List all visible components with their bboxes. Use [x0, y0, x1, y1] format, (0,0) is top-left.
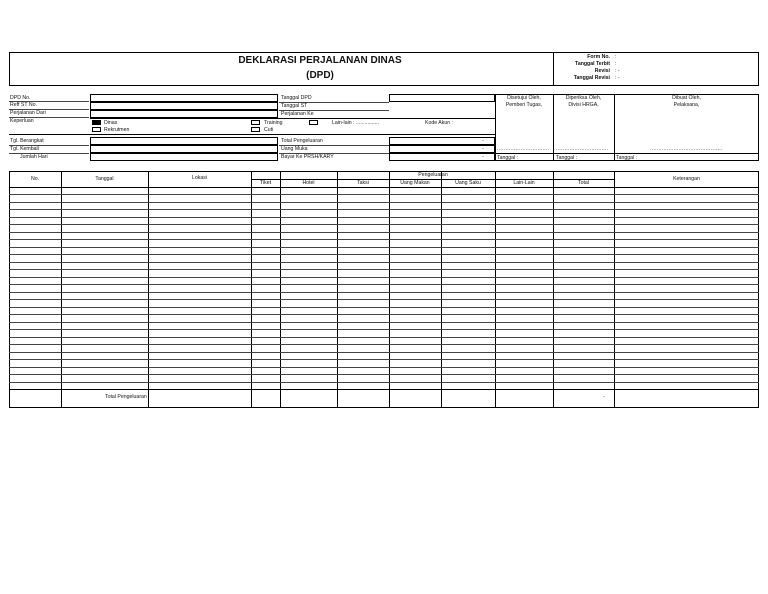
col-header-pengeluaran: Pengeluaran	[418, 172, 448, 178]
table-row	[9, 337, 759, 338]
table-row	[9, 194, 759, 195]
table-row	[9, 277, 759, 278]
table-row	[9, 254, 759, 255]
table-row	[9, 367, 759, 368]
col-header-no: No.	[30, 176, 40, 182]
table-row	[9, 322, 759, 323]
total-pengeluaran-field[interactable]	[389, 137, 495, 145]
approval-sign-2: ...............................	[556, 146, 609, 152]
col-header-hotel: Hotel	[302, 180, 315, 186]
table-row	[9, 314, 759, 315]
form-no-label: Form No.	[587, 54, 610, 60]
form-no-value: :	[615, 54, 617, 60]
approval-tanggal-1: Tanggal :	[497, 155, 519, 161]
table-row	[9, 217, 759, 218]
cuti-checkbox[interactable]	[251, 127, 260, 132]
header-divider	[553, 52, 554, 86]
lain-lain-checkbox[interactable]	[309, 120, 318, 125]
uang-muka-label: Uang Muka	[281, 146, 308, 152]
bayar-ke-value: -	[482, 154, 484, 160]
tanggal-revisi-value: : -	[615, 75, 620, 81]
table-col-line	[553, 171, 554, 408]
table-col-line	[251, 171, 252, 408]
table-row	[9, 269, 759, 270]
keperluan-label: Keperluan	[10, 118, 34, 124]
table-col-line	[148, 171, 149, 408]
approval-col3-line2: Pelaksana,	[673, 102, 700, 108]
jumlah-hari-label: Jumlah Hari	[20, 154, 48, 160]
dinas-label: Dinas	[104, 120, 118, 126]
approval-col2-line1: Diperiksa Oleh,	[565, 95, 602, 101]
table-col-line	[280, 171, 281, 408]
table-col-line	[495, 171, 496, 408]
table-row	[9, 299, 759, 300]
table-col-line	[441, 171, 442, 408]
table-row	[9, 329, 759, 330]
approval-col3-line1: Dibuat Oleh,	[672, 95, 701, 101]
reff-st-no-field[interactable]	[90, 102, 278, 110]
uang-muka-field[interactable]	[389, 145, 495, 153]
table-row	[9, 239, 759, 240]
approval-col1-line1: Disetujui Oleh,	[507, 95, 541, 101]
uang-muka-value: -	[482, 146, 484, 152]
training-label: Training	[264, 120, 283, 126]
total-pengeluaran-value: -	[482, 138, 484, 144]
approval-sign-3: ...........................................	[650, 146, 723, 152]
training-checkbox[interactable]	[251, 120, 260, 125]
jumlah-hari-field[interactable]	[90, 153, 278, 161]
info-right-field[interactable]	[389, 94, 495, 102]
table-col-line	[337, 171, 338, 408]
table-row	[9, 247, 759, 248]
dpd-no-field[interactable]	[90, 94, 278, 102]
table-header-line	[9, 187, 759, 188]
table-row	[9, 344, 759, 345]
form-subtitle: (DPD)	[306, 70, 334, 81]
table-row	[9, 284, 759, 285]
rekrutmen-label: Rekrutmen	[104, 127, 130, 133]
table-footer-line	[9, 389, 759, 390]
table-row	[9, 209, 759, 210]
approval-col1-line2: Pemberi Tugas,	[505, 102, 543, 108]
col-header-total: Total	[578, 180, 589, 186]
table-row	[9, 262, 759, 263]
tgl-berangkat-field[interactable]	[90, 137, 278, 145]
tgl-kembali-field[interactable]	[90, 145, 278, 153]
dinas-checkbox[interactable]	[92, 120, 101, 125]
rekrutmen-checkbox[interactable]	[92, 127, 101, 132]
table-row	[9, 382, 759, 383]
table-col-line	[614, 171, 615, 408]
total-pengeluaran-label: Total Pengeluaran	[281, 138, 323, 144]
table-row	[9, 307, 759, 308]
col-header-uang-makan: Uang Makan	[400, 180, 430, 186]
approval-col2-line2: Divisi HRGA,	[568, 102, 599, 108]
col-header-lain-lain: Lain-Lain	[513, 180, 535, 186]
tgl-kembali-label: Tgl. Kembali	[10, 146, 39, 152]
tanggal-dpd-label: Tanggal DPD	[281, 95, 312, 101]
perjalanan-ke-label: Perjalanan Ke	[281, 111, 314, 117]
tanggal-terbit-value: :	[615, 61, 617, 67]
tanggal-st-label: Tanggal ST	[281, 103, 308, 109]
dpd-no-label: DPD No.	[10, 95, 31, 101]
footer-total-label: Total Pengeluaran	[105, 394, 147, 400]
expense-table	[9, 171, 759, 408]
reff-st-no-label: Reff ST No.	[10, 102, 37, 108]
revisi-label: Revisi	[594, 68, 610, 74]
tanggal-revisi-label: Tanggal Revisi	[573, 75, 610, 81]
table-col-line	[389, 171, 390, 408]
lain-lain-label: Lain-lain : ................	[332, 120, 379, 126]
col-header-keterangan: Keterangan	[673, 176, 700, 182]
table-row	[9, 359, 759, 360]
col-header-taksi: Taksi	[357, 180, 369, 186]
tgl-berangkat-label: Tgl. Berangkat	[10, 138, 44, 144]
bayar-ke-field[interactable]	[389, 153, 495, 161]
form-title: DEKLARASI PERJALANAN DINAS	[238, 55, 402, 66]
table-row	[9, 224, 759, 225]
table-row	[9, 292, 759, 293]
col-header-lokasi: Lokasi	[192, 175, 207, 181]
footer-total-value: -	[603, 394, 605, 400]
col-header-tanggal: Tanggal	[95, 176, 114, 182]
table-row	[9, 374, 759, 375]
col-header-uang-saku: Uang Saku	[455, 180, 481, 186]
table-row	[9, 232, 759, 233]
kode-akun-label: Kode Akun :	[425, 120, 453, 126]
table-row	[9, 202, 759, 203]
table-row	[9, 352, 759, 353]
revisi-value: : -	[615, 68, 620, 74]
approval-tanggal-3: Tanggal :	[616, 155, 638, 161]
pengeluaran-subheader-line	[251, 179, 614, 180]
col-header-tiket: Tiket	[259, 180, 272, 186]
perjalanan-dari-field[interactable]	[90, 110, 278, 118]
table-col-line	[61, 171, 62, 408]
cuti-label: Cuti	[264, 127, 274, 133]
approval-tanggal-2: Tanggal :	[556, 155, 578, 161]
tanggal-terbit-label: Tanggal Terbit	[575, 61, 610, 67]
bayar-ke-label: Bayar Ke PRSH/KARY	[281, 154, 334, 160]
perjalanan-dari-label: Perjalanan Dari	[10, 110, 46, 116]
approval-sign-1: ...............................	[497, 146, 550, 152]
